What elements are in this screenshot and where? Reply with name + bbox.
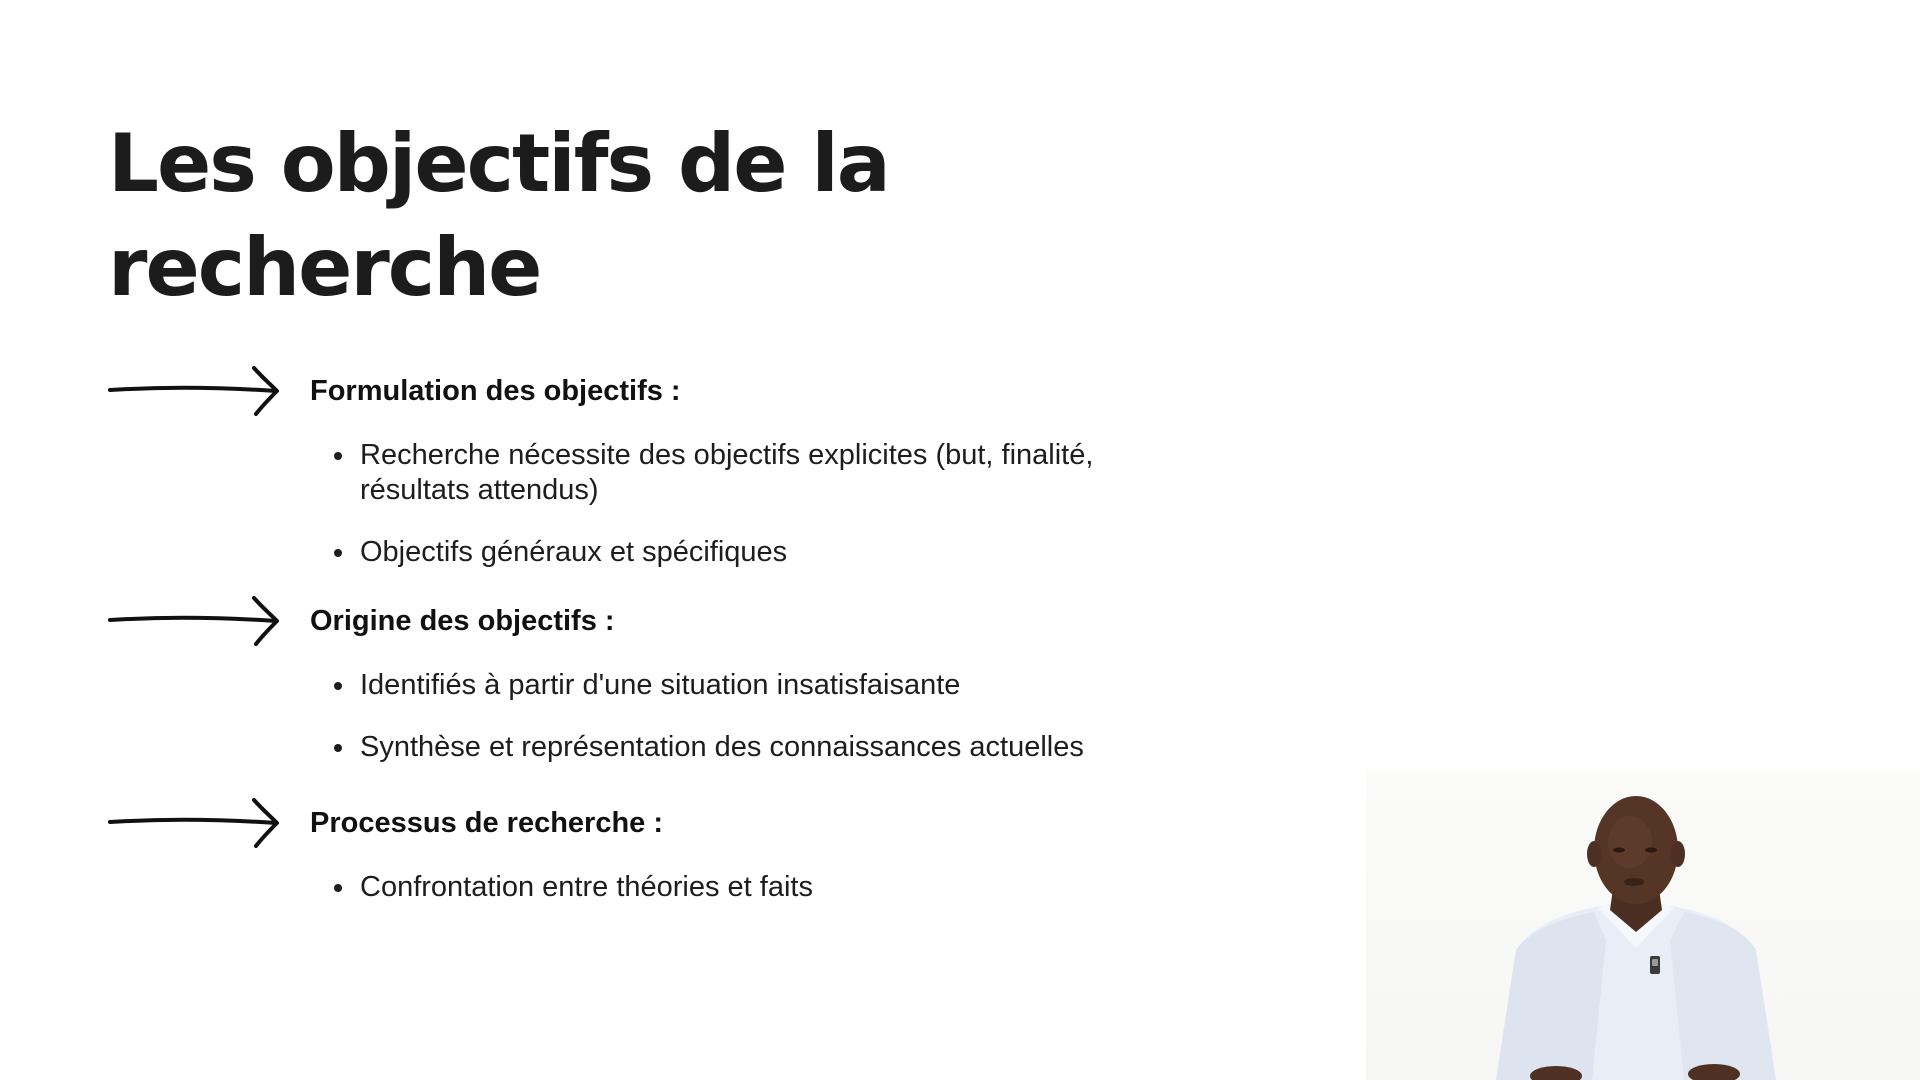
section-heading: Processus de recherche : [310, 807, 664, 839]
arrow-right-icon [108, 362, 282, 418]
bullet-text: Synthèse et représentation des connaissances actuelles [360, 731, 1084, 763]
list-item [334, 730, 1194, 765]
bullet-dot-icon [334, 744, 342, 752]
bullet-text: Confrontation entre théories et faits [360, 871, 813, 903]
bullet-text: Recherche nécessite des objectifs explicites (but, finalité, résultats attendus) [360, 439, 1094, 506]
section-heading: Formulation des objectifs : [310, 375, 681, 407]
presenter-figure [1366, 770, 1920, 1080]
bullet-list [334, 870, 1194, 905]
section-heading: Origine des objectifs : [310, 605, 615, 637]
bullet-text: Identifiés à partir d'une situation insatisfaisante [360, 669, 961, 701]
bullet-dot-icon [334, 549, 342, 557]
section-header [108, 362, 1208, 418]
section-header [108, 592, 1208, 648]
bullet-list [334, 668, 1194, 765]
arrow-right-icon [108, 592, 282, 648]
section-header [108, 794, 1208, 850]
list-item [334, 870, 1194, 905]
bullet-list [334, 438, 1194, 570]
section-formulation [108, 362, 1208, 570]
slide-title: Les objectifs de la recherche [108, 117, 889, 314]
section-processus [108, 794, 1208, 905]
list-item [334, 535, 1194, 570]
section-origine [108, 592, 1208, 765]
bullet-dot-icon [334, 682, 342, 690]
bullet-text: Objectifs généraux et spécifiques [360, 536, 788, 568]
arrow-right-icon [108, 794, 282, 850]
list-item [334, 668, 1194, 703]
presenter-video [1366, 770, 1920, 1080]
list-item [334, 438, 1194, 508]
bullet-dot-icon [334, 884, 342, 892]
bullet-dot-icon [334, 452, 342, 460]
